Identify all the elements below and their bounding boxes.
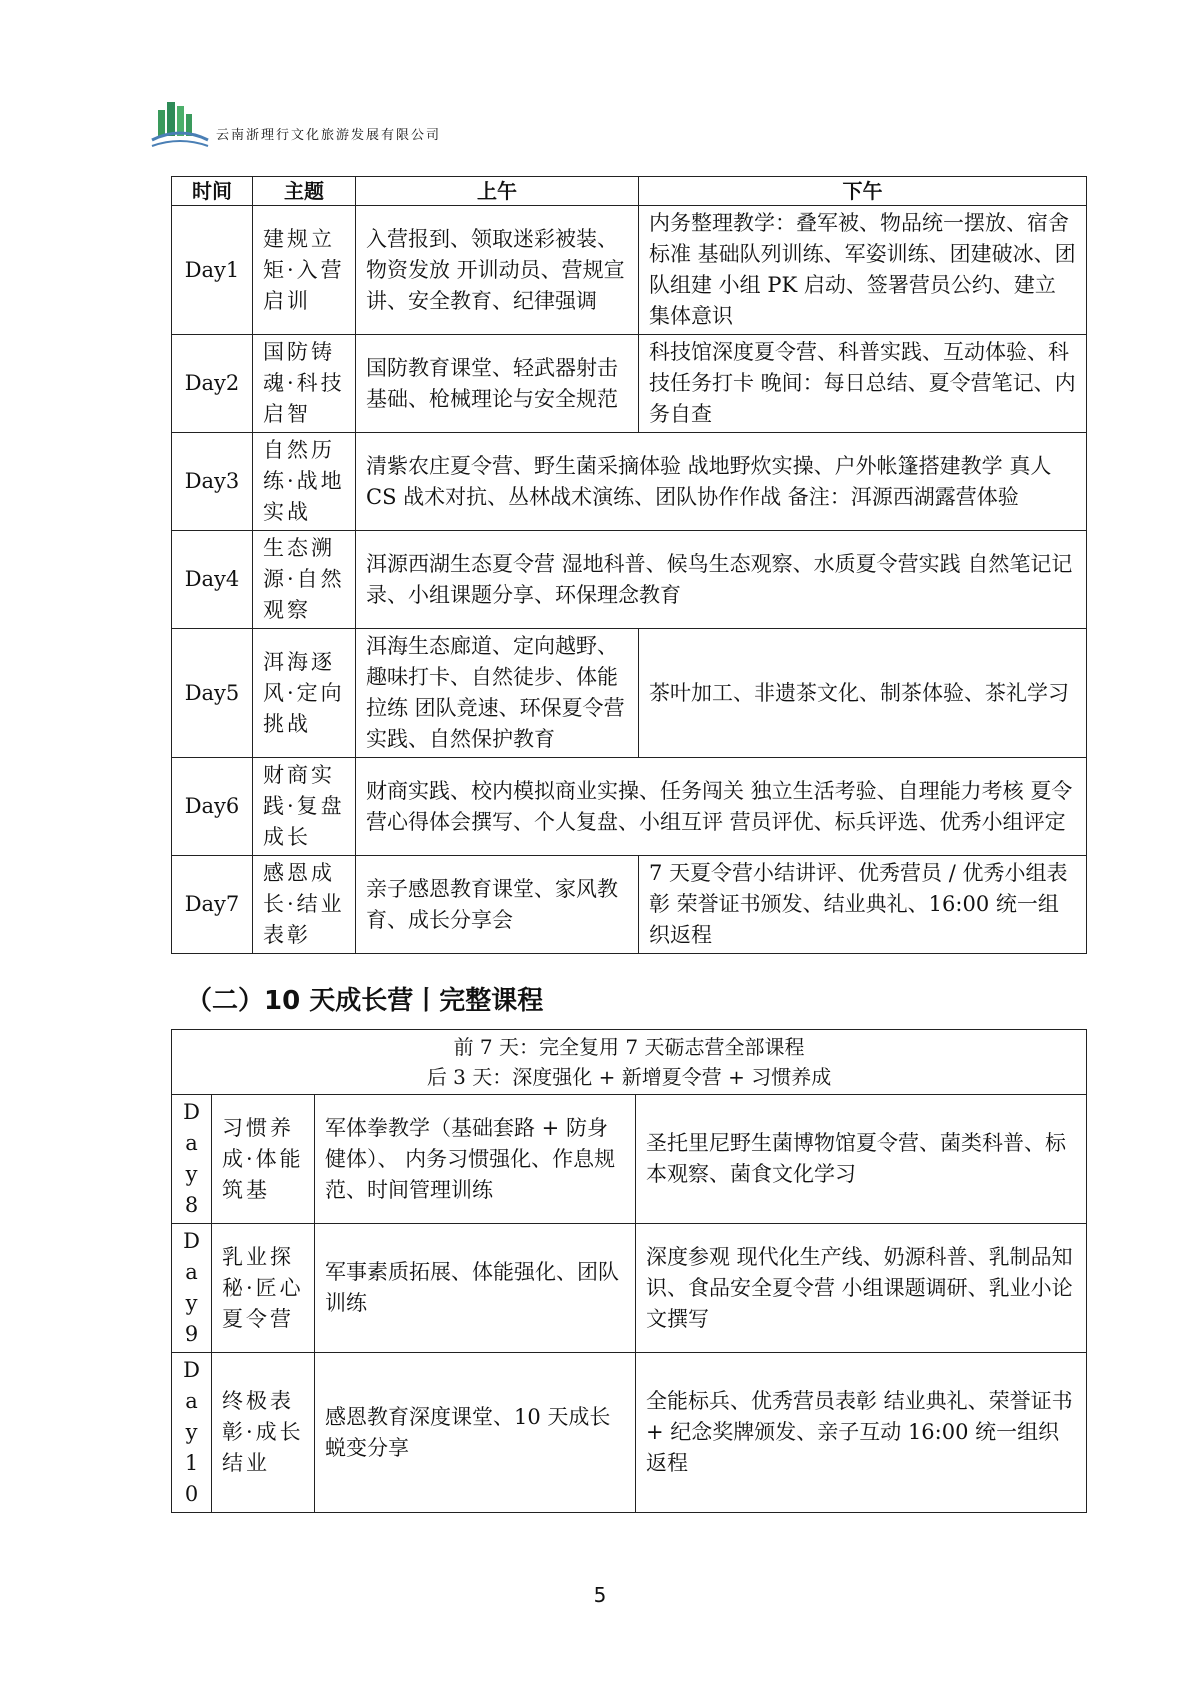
theme-cell: 习惯养成·体能筑基: [212, 1095, 315, 1224]
table-header-row: [172, 177, 1087, 206]
reuse-line-2: 后 3 天：深度强化 + 新增夏令营 + 习惯养成: [426, 1065, 832, 1089]
camp-7day-table: [171, 176, 1087, 954]
day-cell: Day6: [172, 758, 253, 856]
table-row: [172, 433, 1087, 531]
day-cell: D a y 1 0: [172, 1353, 212, 1513]
theme-cell: 建规立矩·入营启训: [253, 206, 356, 335]
camp-10day-table: [171, 1029, 1087, 1513]
column-header: 上午: [356, 177, 639, 206]
afternoon-cell: 7 天夏令营小结讲评、优秀营员 / 优秀小组表彰 荣誉证书颁发、结业典礼、16:00 统一组织返程: [639, 856, 1087, 954]
morning-cell: 军体拳教学（基础套路 + 防身健体）、 内务习惯强化、作息规范、时间管理训练: [315, 1095, 636, 1224]
day-cell: Day2: [172, 335, 253, 433]
morning-cell: 入营报到、领取迷彩被装、物资发放 开训动员、营规宣讲、安全教育、纪律强调: [356, 206, 639, 335]
page-number: 5: [593, 1583, 607, 1607]
column-header: 下午: [639, 177, 1087, 206]
theme-cell: 国防铸魂·科技启智: [253, 335, 356, 433]
theme-cell: 感恩成长·结业表彰: [253, 856, 356, 954]
company-name: 云南浙理行文化旅游发展有限公司: [216, 128, 442, 143]
afternoon-cell: 内务整理教学：叠军被、物品统一摆放、宿舍标准 基础队列训练、军姿训练、团建破冰、团队组建 小组 PK 启动、签署营员公约、建立集体意识: [639, 206, 1087, 335]
day-cell: D a y 9: [172, 1224, 212, 1353]
afternoon-cell: 深度参观 现代化生产线、奶源科普、乳制品知识、食品安全夏令营 小组课题调研、乳业小论文撰写: [636, 1224, 1087, 1353]
reuse-line-1: 前 7 天：完全复用 7 天砺志营全部课程: [453, 1035, 805, 1059]
reuse-note-row: [172, 1030, 1087, 1095]
day-cell: D a y 8: [172, 1095, 212, 1224]
day-cell: Day4: [172, 531, 253, 629]
table-row: [172, 531, 1087, 629]
day-cell: Day3: [172, 433, 253, 531]
day-cell: Day7: [172, 856, 253, 954]
column-header: 主题: [253, 177, 356, 206]
table-row: [172, 206, 1087, 335]
fullday-cell: 财商实践、校内模拟商业实操、任务闯关 独立生活考验、自理能力考核 夏令营心得体会撰写、个人复盘、小组互评 营员评优、标兵评选、优秀小组评定: [356, 758, 1087, 856]
theme-cell: 生态溯源·自然观察: [253, 531, 356, 629]
table-row: [172, 1353, 1087, 1513]
theme-cell: 终极表彰·成长结业: [212, 1353, 315, 1513]
morning-cell: 洱海生态廊道、定向越野、趣味打卡、自然徒步、体能拉练 团队竞速、环保夏令营实践、自然保护教育: [356, 629, 639, 758]
company-logo-icon: [150, 96, 210, 151]
column-header: 时间: [172, 177, 253, 206]
morning-cell: 国防教育课堂、轻武器射击基础、枪械理论与安全规范: [356, 335, 639, 433]
theme-cell: 自然历练·战地实战: [253, 433, 356, 531]
table-row: [172, 629, 1087, 758]
reuse-note-cell: [172, 1030, 1087, 1095]
afternoon-cell: 科技馆深度夏令营、科普实践、互动体验、科技任务打卡 晚间：每日总结、夏令营笔记、内务自查: [639, 335, 1087, 433]
morning-cell: 亲子感恩教育课堂、家风教育、成长分享会: [356, 856, 639, 954]
day-cell: Day5: [172, 629, 253, 758]
table-row: [172, 1095, 1087, 1224]
morning-cell: 军事素质拓展、体能强化、团队训练: [315, 1224, 636, 1353]
table-row: [172, 335, 1087, 433]
table-row: [172, 758, 1087, 856]
theme-cell: 乳业探秘·匠心夏令营: [212, 1224, 315, 1353]
table-row: [172, 856, 1087, 954]
theme-cell: 财商实践·复盘成长: [253, 758, 356, 856]
table-row: [172, 1224, 1087, 1353]
section-title: （二）10 天成长营丨完整课程: [186, 986, 544, 1016]
morning-cell: 感恩教育深度课堂、10 天成长蜕变分享: [315, 1353, 636, 1513]
afternoon-cell: 全能标兵、优秀营员表彰 结业典礼、荣誉证书 + 纪念奖牌颁发、亲子互动 16:00 统一组织返程: [636, 1353, 1087, 1513]
afternoon-cell: 圣托里尼野生菌博物馆夏令营、菌类科普、标本观察、菌食文化学习: [636, 1095, 1087, 1224]
day-cell: Day1: [172, 206, 253, 335]
afternoon-cell: 茶叶加工、非遗茶文化、制茶体验、茶礼学习: [639, 629, 1087, 758]
theme-cell: 洱海逐风·定向挑战: [253, 629, 356, 758]
fullday-cell: 清紫农庄夏令营、野生菌采摘体验 战地野炊实操、户外帐篷搭建教学 真人 CS 战术对抗、丛林战术演练、团队协作作战 备注：洱源西湖露营体验: [356, 433, 1087, 531]
fullday-cell: 洱源西湖生态夏令营 湿地科普、候鸟生态观察、水质夏令营实践 自然笔记记录、小组课题分享、环保理念教育: [356, 531, 1087, 629]
